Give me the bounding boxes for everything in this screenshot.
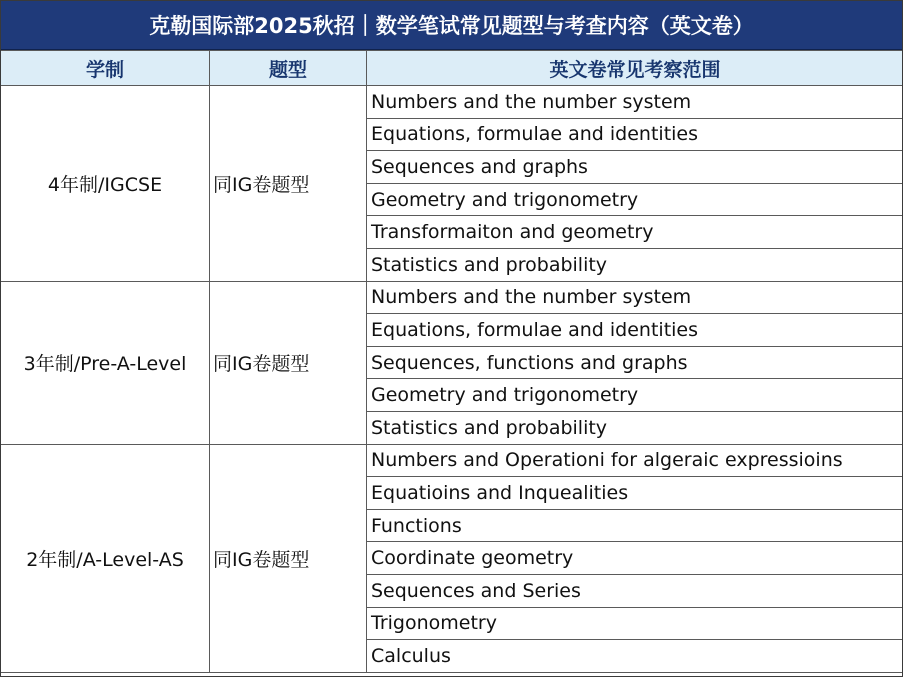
type-cell: 同IG卷题型 bbox=[210, 281, 367, 444]
system-cell: 2年制/A-Level-AS bbox=[1, 444, 210, 672]
topic-cell: Statistics and probability bbox=[367, 411, 903, 444]
table-row bbox=[1, 281, 903, 314]
topics-table bbox=[0, 50, 903, 673]
topic-cell: Calculus bbox=[367, 640, 903, 673]
topic-cell: Transformaiton and geometry bbox=[367, 216, 903, 249]
topic-cell: Sequences, functions and graphs bbox=[367, 346, 903, 379]
table-row bbox=[1, 444, 903, 477]
table-row bbox=[1, 86, 903, 119]
topic-cell: Sequences and graphs bbox=[367, 151, 903, 184]
topic-cell: Trigonometry bbox=[367, 607, 903, 640]
topic-cell: Numbers and Operationi for algeraic expressioins bbox=[367, 444, 903, 477]
topic-cell: Numbers and the number system bbox=[367, 281, 903, 314]
topic-cell: Statistics and probability bbox=[367, 248, 903, 281]
type-cell: 同IG卷题型 bbox=[210, 86, 367, 282]
topic-cell: Coordinate geometry bbox=[367, 542, 903, 575]
topic-cell: Functions bbox=[367, 509, 903, 542]
system-cell: 4年制/IGCSE bbox=[1, 86, 210, 282]
page-title: 克勒国际部2025秋招｜数学笔试常见题型与考查内容（英文卷） bbox=[0, 0, 903, 50]
type-cell: 同IG卷题型 bbox=[210, 444, 367, 672]
table-header bbox=[1, 51, 903, 86]
header-type: 题型 bbox=[210, 51, 367, 86]
table-body bbox=[1, 86, 903, 673]
topic-cell: Equations, formulae and identities bbox=[367, 118, 903, 151]
topic-cell: Sequences and Series bbox=[367, 574, 903, 607]
header-row bbox=[1, 51, 903, 86]
topic-cell: Equations, formulae and identities bbox=[367, 314, 903, 347]
topic-cell: Geometry and trigonometry bbox=[367, 379, 903, 412]
header-system: 学制 bbox=[1, 51, 210, 86]
topic-cell: Geometry and trigonometry bbox=[367, 183, 903, 216]
topic-cell: Equatioins and Inquealities bbox=[367, 477, 903, 510]
system-cell: 3年制/Pre-A-Level bbox=[1, 281, 210, 444]
topic-cell: Numbers and the number system bbox=[367, 86, 903, 119]
header-scope: 英文卷常见考察范围 bbox=[367, 51, 903, 86]
